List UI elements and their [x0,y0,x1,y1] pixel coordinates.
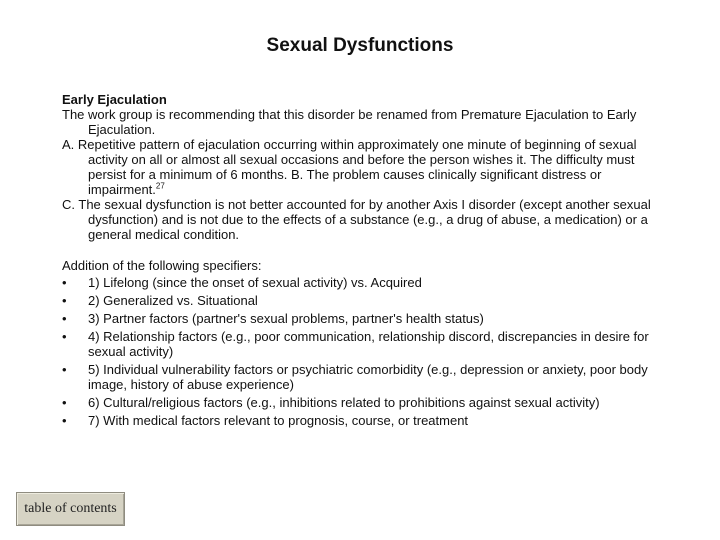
page-title: Sexual Dysfunctions [266,35,454,56]
specifiers-intro: Addition of the following specifiers: [62,258,262,273]
bullet-icon: • [62,395,67,410]
specifier-text: 1) Lifelong (since the onset of sexual activity) vs. Acquired [88,275,422,290]
bullet-icon: • [62,362,67,377]
specifier-text: 5) Individual vulnerability factors or psychiatric comorbidity (e.g., depression or anxiety, poor body image, history of abuse experience) [88,362,648,392]
bullet-icon: • [62,329,67,344]
specifier-text: 3) Partner factors (partner's sexual problems, partner's health status) [88,311,484,326]
specifier-item [62,329,662,359]
specifier-item [62,362,662,392]
specifier-text: 2) Generalized vs. Situational [88,293,258,308]
section-heading: Early Ejaculation [62,92,167,107]
bullet-icon: • [62,275,67,290]
specifier-item [62,275,662,290]
specifier-item [62,413,662,428]
slide-body [62,92,662,428]
paragraph-criterion-a-b [62,137,662,197]
criterion-a-b-text: A. Repetitive pattern of ejaculation occurring within approximately one minute of beginning of sexual activity on all or almost all sexual occasions and before the person wishes it. The difficulty must persist for a minimum of 6 months. B. The problem causes clinically significant distress or impairment. [62,137,637,197]
specifier-item [62,311,662,326]
specifiers-list [62,275,662,428]
specifier-text: 4) Relationship factors (e.g., poor communication, relationship discord, discrepancies in desire for sexual activity) [88,329,649,359]
bullet-icon: • [62,293,67,308]
paragraph-rename: The work group is recommending that this disorder be renamed from Premature Ejaculation to Early Ejaculation. [62,107,637,137]
table-of-contents-button[interactable]: table of contents [16,492,125,526]
bullet-icon: • [62,413,67,428]
specifier-text: 6) Cultural/religious factors (e.g., inhibitions related to prohibitions against sexual activity) [88,395,600,410]
specifier-text: 7) With medical factors relevant to prognosis, course, or treatment [88,413,469,428]
bullet-icon: • [62,311,67,326]
specifier-item [62,395,662,410]
paragraph-criterion-c: C. The sexual dysfunction is not better accounted for by another Axis I disorder (except another sexual dysfunction) and is not due to the effects of a substance (e.g., a drug of abuse, a medication) or a general medical condition. [62,197,651,242]
specifier-item [62,293,662,308]
footnote-reference: 27 [155,181,165,191]
